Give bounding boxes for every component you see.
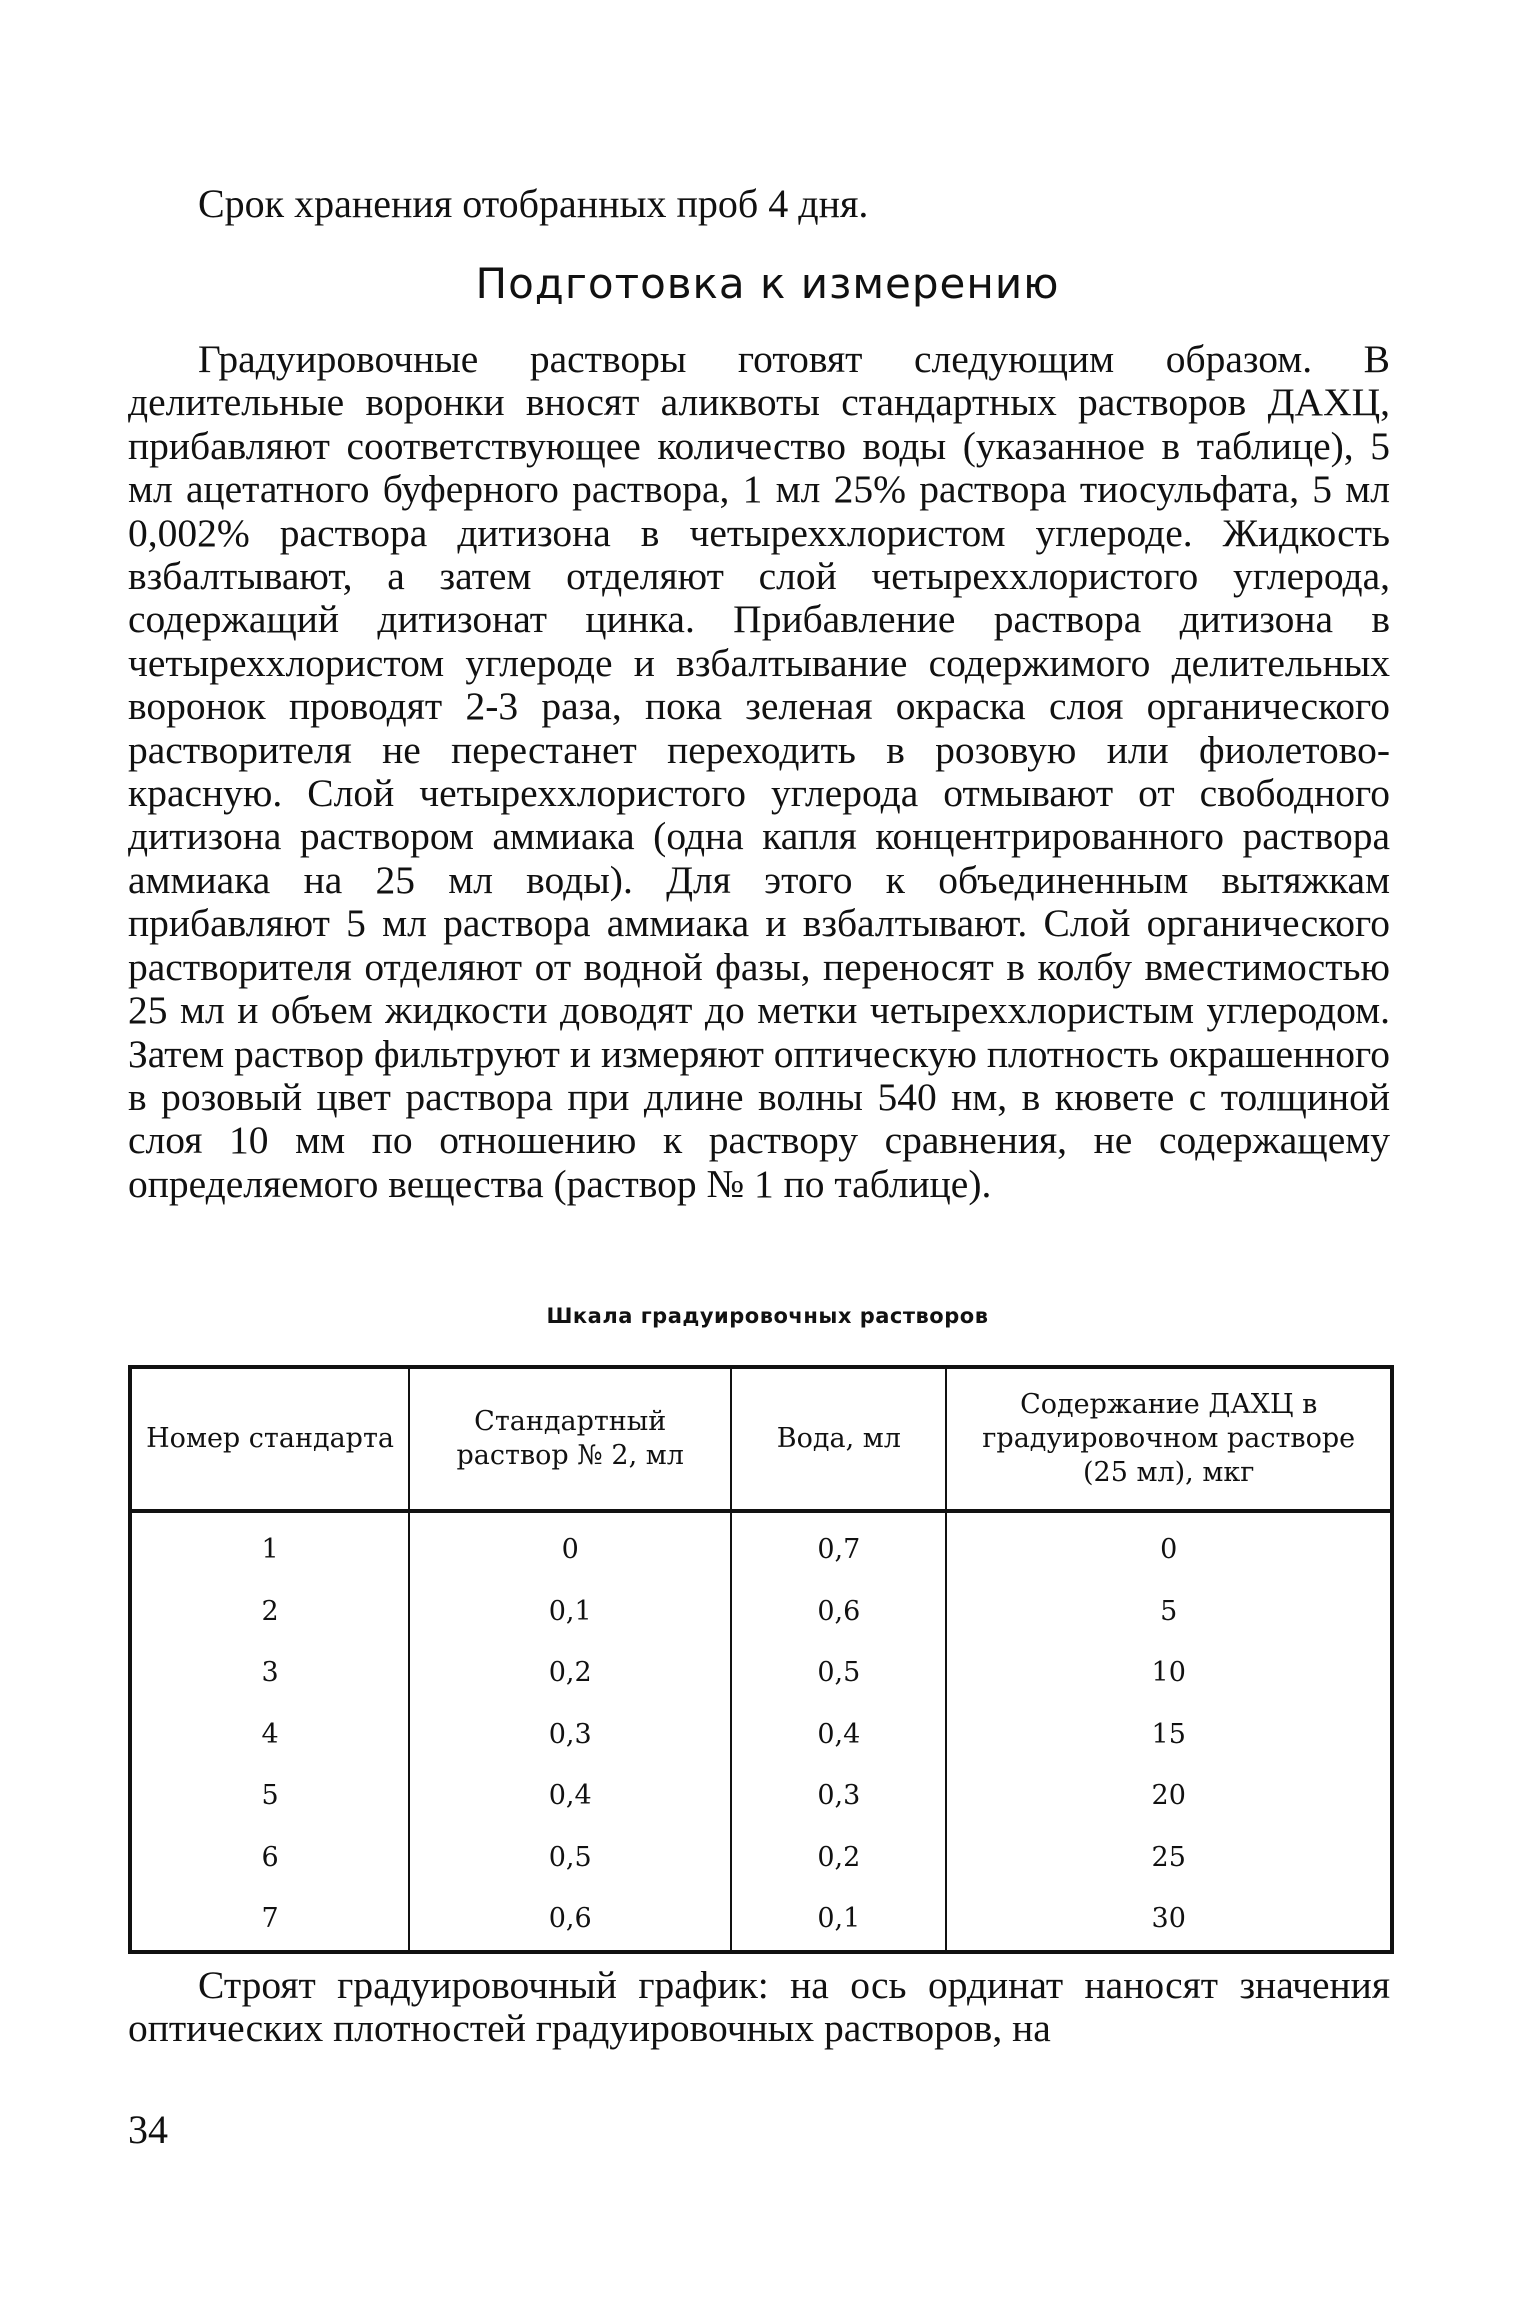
cell-content: 30 <box>946 1888 1392 1952</box>
cell-content: 10 <box>946 1642 1392 1704</box>
table-row <box>130 1704 1392 1766</box>
cell-standard-number: 7 <box>130 1888 409 1952</box>
graph-paragraph: Строят градуировочный график: на ось ординат наносят значения оптических плотностей градуировочных растворов, на <box>128 1963 1390 2051</box>
cell-content: 20 <box>946 1765 1392 1827</box>
cell-standard-number: 3 <box>130 1642 409 1704</box>
cell-water: 0,6 <box>731 1581 946 1643</box>
table-row <box>130 1888 1392 1952</box>
cell-water: 0,1 <box>731 1888 946 1952</box>
table-row <box>130 1581 1392 1643</box>
cell-water: 0,3 <box>731 1765 946 1827</box>
header-standard-solution: Стандартный раствор № 2, мл <box>409 1367 731 1511</box>
cell-standard-number: 1 <box>130 1511 409 1581</box>
cell-standard-solution: 0 <box>409 1511 731 1581</box>
calibration-table <box>128 1365 1394 1954</box>
cell-content: 0 <box>946 1511 1392 1581</box>
table-row <box>130 1642 1392 1704</box>
table-row <box>130 1827 1392 1889</box>
cell-content: 15 <box>946 1704 1392 1766</box>
cell-water: 0,5 <box>731 1642 946 1704</box>
section-heading: Подготовка к измерению <box>475 259 1060 308</box>
table-title: Шкала градуировочных растворов <box>546 1304 989 1328</box>
cell-water: 0,7 <box>731 1511 946 1581</box>
header-content: Содержание ДАХЦ в градуировочном растворе (25 мл), мкг <box>946 1367 1392 1511</box>
cell-standard-number: 6 <box>130 1827 409 1889</box>
storage-note: Срок хранения отобранных проб 4 дня. <box>198 181 869 226</box>
header-standard-number: Номер стандарта <box>130 1367 409 1511</box>
cell-standard-solution: 0,4 <box>409 1765 731 1827</box>
table-row <box>130 1511 1392 1581</box>
table-row <box>130 1765 1392 1827</box>
cell-standard-solution: 0,6 <box>409 1888 731 1952</box>
cell-water: 0,4 <box>731 1704 946 1766</box>
cell-standard-number: 4 <box>130 1704 409 1766</box>
header-water: Вода, мл <box>731 1367 946 1511</box>
table-header-row <box>130 1367 1392 1511</box>
page-number: 34 <box>128 2107 168 2152</box>
cell-content: 5 <box>946 1581 1392 1643</box>
cell-standard-number: 5 <box>130 1765 409 1827</box>
cell-standard-solution: 0,1 <box>409 1581 731 1643</box>
cell-standard-solution: 0,2 <box>409 1642 731 1704</box>
cell-standard-solution: 0,3 <box>409 1704 731 1766</box>
cell-standard-solution: 0,5 <box>409 1827 731 1889</box>
cell-standard-number: 2 <box>130 1581 409 1643</box>
cell-content: 25 <box>946 1827 1392 1889</box>
cell-water: 0,2 <box>731 1827 946 1889</box>
preparation-paragraph: Градуировочные растворы готовят следующим образом. В делительные воронки вносят аликвоты стандартных растворов ДАХЦ, прибавляют соответствующее количество воды (указанное в таблице), 5 мл ацетатного буферного раствора, 1 мл 25% раствора тиосульфата, 5 мл 0,002% раствора дитизона в четыреххлористом углероде. Жидкость взбалтывают, а затем отделяют слой четыреххлористого углерода, содержащий дитизонат цинка. Прибавление раствора дитизона в четыреххлористом углероде и взбалтывание содержимого делительных воронок проводят 2-3 раза, пока зеленая окраска слоя органического растворителя не перестанет переходить в розовую или фиолетово-красную. Слой четыреххлористого углерода отмывают от свободного дитизона раствором аммиака (одна капля концентрированного раствора аммиака на 25 мл воды). Для этого к объединенным вытяжкам прибавляют 5 мл раствора аммиака и взбалтывают. Слой органического растворителя отделяют от водной фазы, переносят в колбу вместимостью 25 мл и объем жидкости доводят до метки четыреххлористым углеродом. Затем раствор фильтруют и измеряют оптическую плотность окрашенного в розовый цвет раствора при длине волны 540 нм, в кювете с толщиной слоя 10 мм по отношению к раствору сравнения, не содержащему определяемого вещества (раствор № 1 по таблице). <box>128 337 1390 1206</box>
